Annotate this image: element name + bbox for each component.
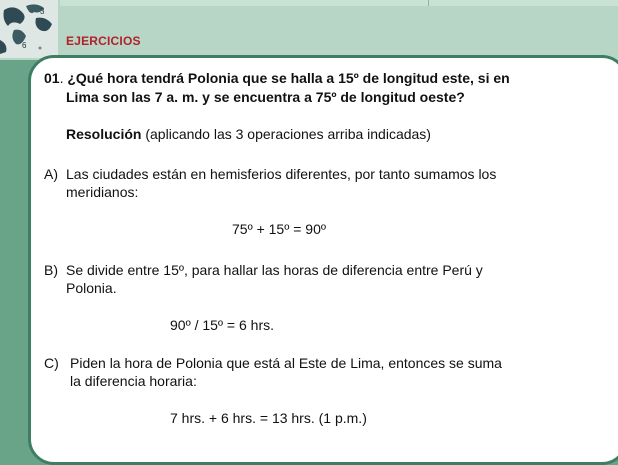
header-band	[0, 0, 618, 60]
resolution-text: (aplicando las 3 operaciones arriba indicadas)	[145, 126, 431, 142]
globe-icon	[0, 0, 58, 58]
question-line-1: ¿Qué hora tendrá Polonia que se halla a 15º de longitud este, si en	[67, 70, 510, 86]
step-a-line-2: meridianos:	[66, 184, 139, 200]
step-c-formula: 7 hrs. + 6 hrs. = 13 hrs. (1 p.m.)	[170, 410, 367, 426]
header-line	[60, 0, 618, 6]
step-b-line-2: Polonia.	[66, 280, 117, 296]
exercise-card	[28, 55, 618, 465]
question-line-2: Lima son las 7 a. m. y se encuentra a 75º de longitud oeste?	[66, 89, 465, 105]
step-b-line-1: Se divide entre 15º, para hallar las horas de diferencia entre Perú y	[66, 262, 483, 278]
problem-line-1: 01. ¿Qué hora tendrá Polonia que se halla a 15º de longitud este, si en	[44, 70, 510, 86]
step-b-formula: 90º / 15º = 6 hrs.	[170, 317, 275, 333]
problem-number: 01	[44, 70, 60, 86]
step-a-line-1: Las ciudades están en hemisferios diferentes, por tanto sumamos los	[66, 166, 497, 182]
step-c-marker: C)	[44, 355, 59, 371]
page-title: EJERCICIOS	[66, 34, 141, 48]
header-tick	[428, 0, 429, 6]
step-a-marker: A)	[44, 166, 58, 182]
globe-number-6: 6	[22, 41, 27, 50]
step-a-formula: 75º + 15º = 90º	[232, 221, 326, 237]
resolution-line	[66, 126, 431, 143]
resolution-label: Resolución	[66, 126, 142, 142]
step-c-line-2: la diferencia horaria:	[70, 373, 197, 389]
step-b-marker: B)	[44, 262, 58, 278]
step-c-line-1: Piden la hora de Polonia que está al Este de Lima, entonces se suma	[70, 355, 502, 371]
globe-number-3: 3	[40, 7, 45, 16]
